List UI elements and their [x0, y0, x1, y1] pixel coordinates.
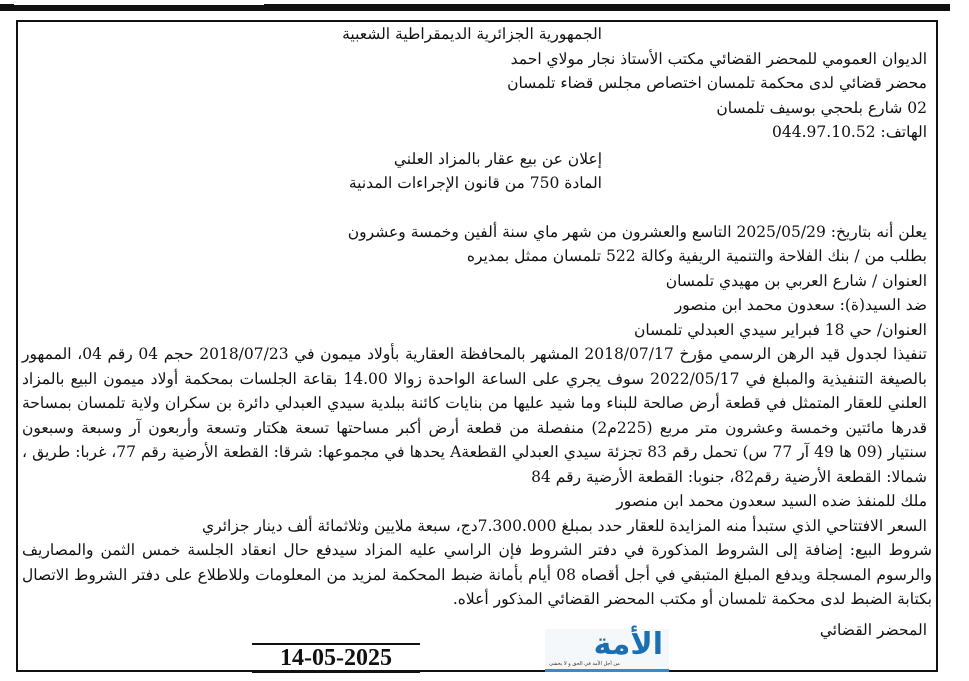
legal-article: المادة 750 من قانون الإجراءات المدنية	[348, 174, 602, 192]
office-address: 02 شارع بلحجي بوسيف تلمسان	[716, 98, 927, 117]
republic-heading: الجمهورية الجزائرية الديمقراطية الشعبية	[342, 25, 602, 43]
bailiff-signature: المحضر القضائي	[819, 620, 927, 639]
logo-text: الأمة	[593, 627, 663, 662]
auction-notice	[22, 22, 932, 642]
jurisdiction: محضر قضائي لدى محكمة تلمسان اختصاص مجلس قضاء تلمسان	[507, 74, 927, 92]
logo-tagline: من أجل الأمة في الحق و لا يخشى	[549, 661, 620, 667]
announce-date: يعلن أنه بتاريخ: 2025/05/29 التاسع والعشرون من شهر ماي سنة ألفين وخمسة وعشرون	[347, 222, 927, 241]
requested-by: بطلب من / بنك الفلاحة والتنمية الريفية وكالة 522 تلمسان ممثل بمديره	[466, 247, 927, 265]
spacer	[22, 196, 932, 220]
property-owner: ملك للمنفذ ضده السيد سعدون محمد ابن منصور	[616, 492, 927, 510]
notice-title: إعلان عن بيع عقار بالمزاد العلني	[393, 149, 602, 168]
creditor-address: العنوان / شارع العربي بن مهيدي تلمسان	[665, 271, 927, 290]
debtor-address: العنوان/ حي 18 فبراير سيدي العبدلي تلمسان	[634, 320, 927, 339]
top-tab	[14, 0, 264, 7]
against-party: ضد السيد(ة): سعدون محمد ابن منصور	[674, 296, 927, 314]
publication-date: 14-05-2025	[252, 643, 420, 673]
opening-price: السعر الافتتاحي الذي ستبدأ منه المزايدة للعقار حدد بمبلغ 7.300.000دج، سبعة ملايين وثلاثمائة ألف دينار جزائري	[202, 516, 927, 535]
execution-paragraph: تنفيذا لجدول قيد الرهن الرسمي مؤرخ 2018/07/17 المشهر بالمحافظة العقارية بأولاد ميمون في 2018/07/23 حجم 04 رقم 04، الممهور بالصيغة التنفيذية والمبلغ في 2022/05/17 سوف يجري على الساعة الواحدة زوالا 14.00 بقاعة الجلسات بمحكمة أولاد ميمون البيع بالمزاد العلني للعقار المتمثل في قطعة أرض صالحة للبناء وما شيد عليها من بنايات كائنة ببلدية سيدي العبدلي دائرة بن سكران ولاية تلمسان بمساحة قدرها مائتين وخمسة وعشرون متر مربع (225م2) منفصلة من قطعة أرض أكبر مساحتها تسعة هكتار وتسعة وأربعون آر وسبعة وسبعون سنتيار (09 ها 49 آر 77 س) تحمل رقم 83 تجزئة سيدي العبدلي القطعةA يحدها في مجموعها: شرقا: القطعة الأرضية رقم 77، غربا: طريق ، شمالا: القطعة الأرضية رقم82، جنوبا: القطعة الأرضية رقم 84	[22, 345, 927, 486]
office-name: الديوان العمومي للمحضر القضائي مكتب الأستاذ نجار مولاي احمد	[510, 49, 927, 68]
newspaper-logo	[545, 629, 669, 672]
office-phone: الهاتف: 044.97.10.52	[772, 123, 927, 141]
sale-conditions: شروط البيع: إضافة إلى الشروط المذكورة في دفتر الشروط فإن الراسي عليه المزاد سيدفع حال انعقاد الجلسة خمس الثمن والمصاريف والرسوم المسجلة ويدفع المبلغ المتبقي في أجل أقصاه 08 أيام بأمانة ضبط المحكمة لمزيد من المعلومات وللاطلاع على دفتر الشروط الاتصال بكتابة الضبط لدى محكمة تلمسان أو مكتب المحضر القضائي المذكور أعلاه.	[22, 541, 932, 608]
